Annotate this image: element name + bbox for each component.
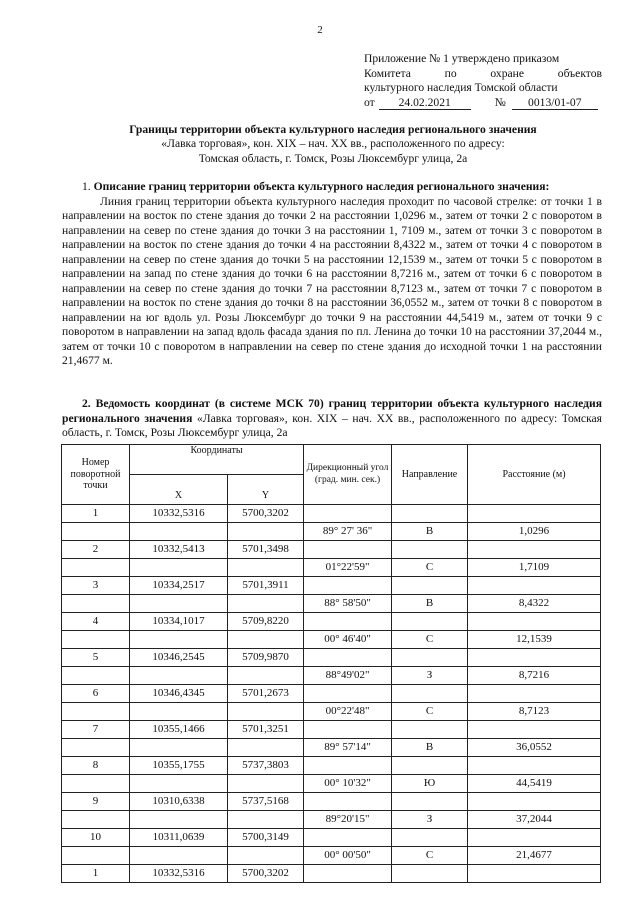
cell-angle: 00° 00'50" bbox=[304, 847, 392, 865]
cell-point: 9 bbox=[62, 793, 130, 811]
cell-x: 10346,4345 bbox=[130, 685, 228, 703]
cell-direction: С bbox=[392, 631, 468, 649]
cell-distance: 8,7123 bbox=[468, 703, 601, 721]
table-row bbox=[62, 505, 601, 523]
page-number: 2 bbox=[317, 24, 323, 36]
cell-point: 10 bbox=[62, 829, 130, 847]
cell-x: 10332,5316 bbox=[130, 505, 228, 523]
cell-x bbox=[130, 559, 228, 577]
cell-y: 5737,3803 bbox=[228, 757, 304, 775]
cell-x: 10332,5413 bbox=[130, 541, 228, 559]
document-title bbox=[62, 123, 604, 166]
section-2-number: 2. bbox=[82, 397, 91, 410]
cell-direction bbox=[392, 541, 468, 559]
cell-angle: 88° 58'50" bbox=[304, 595, 392, 613]
approval-word: по bbox=[444, 66, 457, 80]
cell-x: 10355,1466 bbox=[130, 721, 228, 739]
cell-direction: В bbox=[392, 739, 468, 757]
table-row bbox=[62, 559, 601, 577]
cell-point bbox=[62, 667, 130, 685]
section-1-heading bbox=[62, 180, 602, 195]
cell-distance: 21,4677 bbox=[468, 847, 601, 865]
cell-point: 1 bbox=[62, 865, 130, 883]
cell-y bbox=[228, 667, 304, 685]
cell-x bbox=[130, 631, 228, 649]
cell-distance bbox=[468, 685, 601, 703]
cell-point bbox=[62, 775, 130, 793]
cell-distance: 44,5419 bbox=[468, 775, 601, 793]
cell-angle bbox=[304, 505, 392, 523]
header-y: Y bbox=[228, 475, 304, 505]
cell-y: 5701,3911 bbox=[228, 577, 304, 595]
cell-direction bbox=[392, 793, 468, 811]
cell-y: 5709,9870 bbox=[228, 649, 304, 667]
cell-angle bbox=[304, 865, 392, 883]
table-row bbox=[62, 865, 601, 883]
cell-angle: 89°20'15" bbox=[304, 811, 392, 829]
table-row bbox=[62, 829, 601, 847]
cell-y bbox=[228, 559, 304, 577]
cell-angle: 01°22'59" bbox=[304, 559, 392, 577]
cell-point: 6 bbox=[62, 685, 130, 703]
table-row bbox=[62, 811, 601, 829]
cell-distance bbox=[468, 721, 601, 739]
title-line-1: Границы территории объекта культурного наследия регионального значения bbox=[129, 123, 537, 136]
cell-distance: 8,7216 bbox=[468, 667, 601, 685]
cell-y bbox=[228, 847, 304, 865]
table-row bbox=[62, 541, 601, 559]
approval-date: 24.02.2021 bbox=[379, 96, 471, 110]
cell-distance: 36,0552 bbox=[468, 739, 601, 757]
cell-point: 2 bbox=[62, 541, 130, 559]
cell-angle: 89° 57'14" bbox=[304, 739, 392, 757]
cell-angle bbox=[304, 577, 392, 595]
approval-line-3: культурного наследия Томской области bbox=[364, 81, 558, 94]
cell-y: 5709,8220 bbox=[228, 613, 304, 631]
table-row bbox=[62, 631, 601, 649]
cell-direction: Ю bbox=[392, 775, 468, 793]
approval-date-line bbox=[364, 96, 602, 111]
cell-point bbox=[62, 739, 130, 757]
cell-distance bbox=[468, 829, 601, 847]
table-row bbox=[62, 757, 601, 775]
cell-direction bbox=[392, 505, 468, 523]
cell-angle bbox=[304, 721, 392, 739]
section-2-heading-bold: Ведомость координат (в системе МСК 70) границ территории объекта культурного наследия регионального значения bbox=[62, 397, 602, 425]
cell-x bbox=[130, 703, 228, 721]
cell-angle: 00° 46'40" bbox=[304, 631, 392, 649]
section-1-heading-text: Описание границ территории объекта культурного наследия регионального значения: bbox=[93, 180, 550, 193]
cell-direction bbox=[392, 757, 468, 775]
table-row bbox=[62, 523, 601, 541]
cell-y: 5700,3149 bbox=[228, 829, 304, 847]
cell-distance bbox=[468, 865, 601, 883]
approval-line-1: Приложение № 1 утверждено приказом bbox=[364, 52, 560, 65]
cell-x bbox=[130, 847, 228, 865]
table-row bbox=[62, 685, 601, 703]
cell-x bbox=[130, 811, 228, 829]
cell-y bbox=[228, 523, 304, 541]
approval-number: 0013/01-07 bbox=[512, 96, 598, 110]
cell-angle: 00°22'48" bbox=[304, 703, 392, 721]
section-1-number: 1. bbox=[82, 180, 91, 193]
header-x: X bbox=[130, 475, 228, 505]
cell-direction: С bbox=[392, 847, 468, 865]
cell-distance bbox=[468, 793, 601, 811]
table-row bbox=[62, 847, 601, 865]
cell-distance bbox=[468, 613, 601, 631]
cell-angle bbox=[304, 649, 392, 667]
header-point: Номер поворотной точки bbox=[62, 445, 130, 505]
cell-angle bbox=[304, 613, 392, 631]
cell-distance: 37,2044 bbox=[468, 811, 601, 829]
cell-direction bbox=[392, 577, 468, 595]
cell-point bbox=[62, 523, 130, 541]
cell-point bbox=[62, 559, 130, 577]
cell-x: 10346,2545 bbox=[130, 649, 228, 667]
cell-distance bbox=[468, 757, 601, 775]
cell-y: 5737,5168 bbox=[228, 793, 304, 811]
cell-angle: 89° 27' 36" bbox=[304, 523, 392, 541]
cell-point: 1 bbox=[62, 505, 130, 523]
table-row bbox=[62, 721, 601, 739]
cell-direction: З bbox=[392, 667, 468, 685]
cell-direction: С bbox=[392, 559, 468, 577]
cell-angle: 88°49'02" bbox=[304, 667, 392, 685]
coordinates-table bbox=[61, 444, 601, 883]
table-row bbox=[62, 595, 601, 613]
table-row bbox=[62, 649, 601, 667]
cell-x bbox=[130, 775, 228, 793]
cell-angle bbox=[304, 793, 392, 811]
cell-angle: 00° 10'32" bbox=[304, 775, 392, 793]
cell-direction bbox=[392, 613, 468, 631]
cell-direction bbox=[392, 685, 468, 703]
cell-y: 5700,3202 bbox=[228, 505, 304, 523]
cell-direction bbox=[392, 721, 468, 739]
header-direction: Направление bbox=[392, 445, 468, 505]
cell-direction bbox=[392, 865, 468, 883]
cell-y bbox=[228, 631, 304, 649]
cell-point: 5 bbox=[62, 649, 130, 667]
approval-line-2 bbox=[364, 67, 602, 82]
cell-y bbox=[228, 703, 304, 721]
cell-x: 10355,1755 bbox=[130, 757, 228, 775]
cell-direction bbox=[392, 649, 468, 667]
approval-block bbox=[364, 52, 602, 110]
cell-angle bbox=[304, 541, 392, 559]
cell-point bbox=[62, 811, 130, 829]
cell-angle bbox=[304, 757, 392, 775]
cell-x: 10334,2517 bbox=[130, 577, 228, 595]
approval-word: охране bbox=[490, 66, 524, 80]
cell-point: 3 bbox=[62, 577, 130, 595]
cell-x bbox=[130, 523, 228, 541]
cell-x bbox=[130, 739, 228, 757]
section-1 bbox=[62, 180, 602, 369]
cell-direction: В bbox=[392, 595, 468, 613]
cell-y bbox=[228, 739, 304, 757]
approval-word: объектов bbox=[557, 66, 602, 80]
cell-distance bbox=[468, 541, 601, 559]
header-angle: Дирекционный угол (град. мин. сек.) bbox=[304, 445, 392, 505]
cell-y bbox=[228, 811, 304, 829]
section-2-heading-rest: «Лавка торговая», кон. XIX – нач. XX вв., расположенного по адресу: Томская область, г. Томск, Розы Люксембург улица, 2а bbox=[62, 411, 603, 439]
cell-x: 10334,1017 bbox=[130, 613, 228, 631]
cell-point: 4 bbox=[62, 613, 130, 631]
cell-point: 7 bbox=[62, 721, 130, 739]
table-row bbox=[62, 613, 601, 631]
table-row bbox=[62, 775, 601, 793]
cell-x: 10310,6338 bbox=[130, 793, 228, 811]
table-row bbox=[62, 577, 601, 595]
cell-y bbox=[228, 595, 304, 613]
section-1-text: Линия границ территории объекта культурного наследия проходит по часовой стрелке: от точки 1 в направлении на восток по стене здания до точки 2 на расстоянии 1,0296 м., затем от точки 2 с поворотом в направлении на север по стене здания до точки 3 на расстоянии 1, 7109 м., затем от точки 3 с поворотом в направлении на восток по стене здания до точки 4 на расстоянии 8,4322 м., затем от точки 4 с поворотом в направлении на север по стене здания до точки 5 на расстоянии 12,1539 м., затем от точки 5 с поворотом в направлении на запад по стене здания до точки 6 на расстоянии 8,7216 м., затем от точки 6 с поворотом в направлении на север по стене здания до точки 7 на расстоянии 8,7123 м., затем от точки 7 с поворотом в направлении на восток по стене здания до точки 8 на расстоянии 36,0552 м., затем от точки 8 с поворотом в направлении на юг вдоль ул. Розы Люксембург до точки 9 на расстоянии 44,5419 м., затем от точки 9 с поворотом в направлении на запад вдоль фасада здания по пл. Ленина до точки 10 на расстоянии 37,2044 м., затем от точки 10 с поворотом в направлении на север по стене здания до исходной точки 1 на расстоянии 21,4677 м. bbox=[62, 194, 602, 367]
cell-point bbox=[62, 847, 130, 865]
table-row bbox=[62, 739, 601, 757]
cell-distance bbox=[468, 577, 601, 595]
cell-direction: З bbox=[392, 811, 468, 829]
title-line-2: «Лавка торговая», кон. XIX – нач. XX вв., расположенного по адресу: bbox=[161, 137, 505, 151]
cell-y bbox=[228, 775, 304, 793]
approval-word: Комитета bbox=[364, 66, 411, 80]
table-row bbox=[62, 793, 601, 811]
cell-x: 10332,5316 bbox=[130, 865, 228, 883]
cell-y: 5701,3498 bbox=[228, 541, 304, 559]
header-coordinates: Координаты bbox=[130, 445, 304, 475]
cell-direction bbox=[392, 829, 468, 847]
cell-x: 10311,0639 bbox=[130, 829, 228, 847]
cell-x bbox=[130, 595, 228, 613]
table-row bbox=[62, 667, 601, 685]
section-2 bbox=[62, 397, 602, 441]
cell-distance bbox=[468, 649, 601, 667]
cell-distance: 12,1539 bbox=[468, 631, 601, 649]
cell-direction: С bbox=[392, 703, 468, 721]
cell-distance bbox=[468, 505, 601, 523]
cell-y: 5701,3251 bbox=[228, 721, 304, 739]
cell-distance: 1,7109 bbox=[468, 559, 601, 577]
cell-distance: 1,0296 bbox=[468, 523, 601, 541]
cell-point bbox=[62, 631, 130, 649]
table-body bbox=[62, 505, 601, 883]
cell-direction: В bbox=[392, 523, 468, 541]
section-2-heading bbox=[62, 397, 602, 441]
cell-x bbox=[130, 667, 228, 685]
table-row bbox=[62, 703, 601, 721]
date-prefix: от bbox=[364, 95, 375, 109]
title-line-3: Томская область, г. Томск, Розы Люксембург улица, 2а bbox=[198, 151, 468, 165]
cell-point bbox=[62, 703, 130, 721]
cell-y: 5701,2673 bbox=[228, 685, 304, 703]
cell-angle bbox=[304, 829, 392, 847]
cell-distance: 8,4322 bbox=[468, 595, 601, 613]
cell-point bbox=[62, 595, 130, 613]
cell-angle bbox=[304, 685, 392, 703]
cell-point: 8 bbox=[62, 757, 130, 775]
cell-y: 5700,3202 bbox=[228, 865, 304, 883]
header-distance: Расстояние (м) bbox=[468, 445, 601, 505]
number-prefix: № bbox=[494, 95, 506, 109]
